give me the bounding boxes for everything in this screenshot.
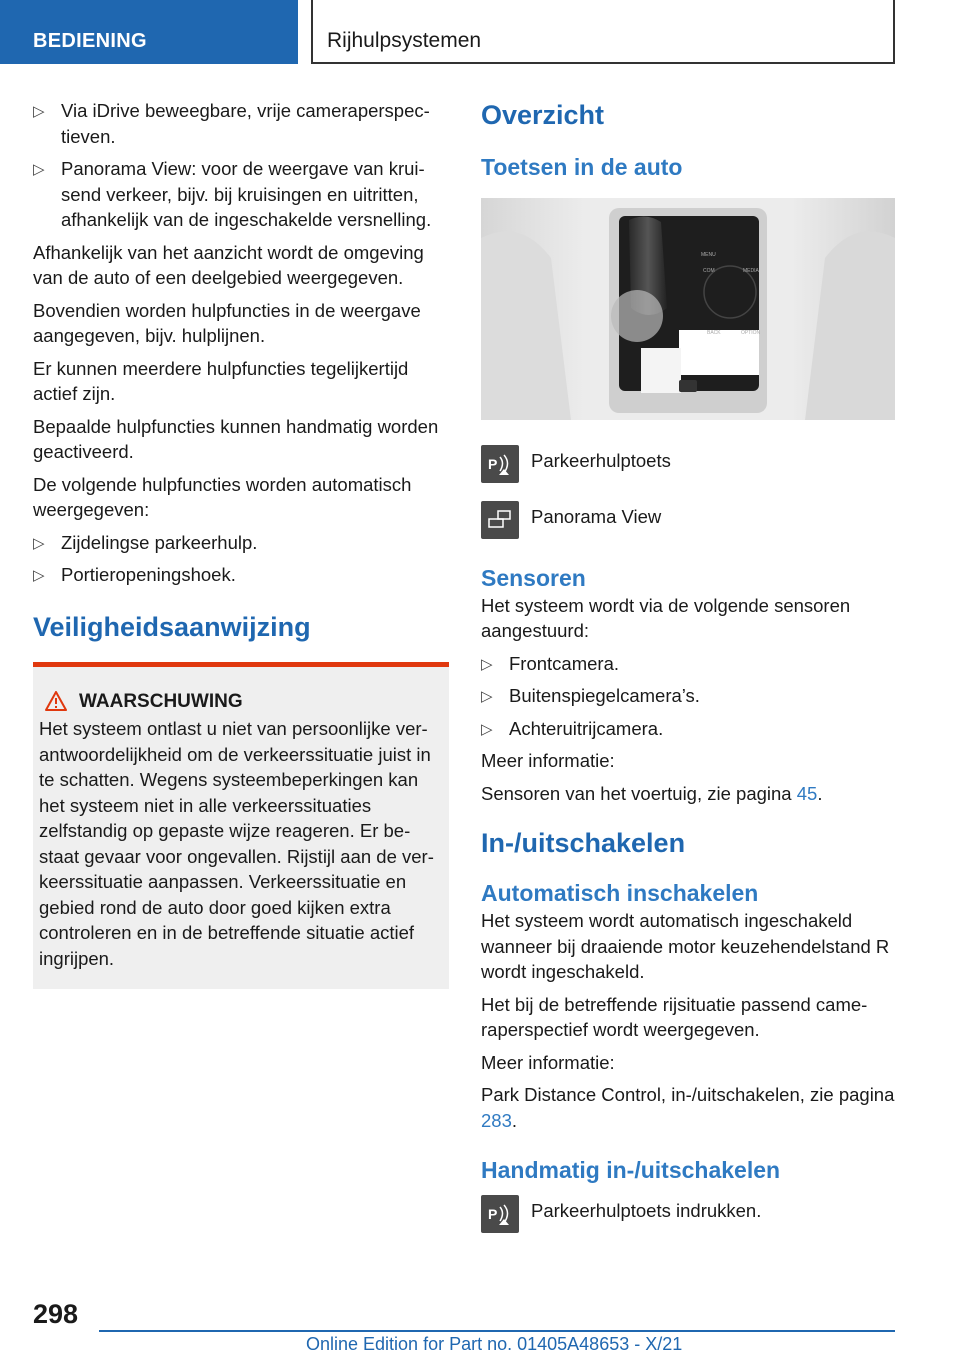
page-link[interactable]: 283	[481, 1109, 512, 1131]
paragraph: Het bij de betreffende rijsituatie passend cameraperspectief wordt weergegeven.	[481, 993, 868, 1040]
button-row-park-assist-manual	[481, 1195, 895, 1233]
park-assist-icon	[481, 445, 519, 483]
list-item: ▷ Buitenspiegelcamera’s.	[481, 683, 895, 709]
list-item: ▷ Panorama View: voor de weergave van kruisend verkeer, bijv. bij kruisingen en uitritten, afhankelijk van de ingeschakelde versnelling.	[33, 158, 432, 230]
right-column	[481, 98, 895, 1251]
safety-heading: Veiligheidsaanwijzing	[33, 611, 311, 642]
button-label: Parkeerhulptoets	[531, 449, 671, 471]
paragraph: Meer informatie:	[481, 750, 615, 771]
paragraph: Meer informatie:	[481, 1051, 615, 1073]
button-row-panorama-view	[481, 501, 895, 539]
paragraph: De volgende hulpfuncties worden automatisch weergegeven:	[33, 473, 412, 520]
warning-triangle-icon	[45, 691, 67, 711]
list-item: ▷ Portieropeningshoek.	[33, 562, 449, 588]
header-section-tab	[0, 0, 298, 64]
triangle-bullet-icon: ▷	[33, 567, 45, 584]
page-number: 298	[33, 1299, 79, 1329]
warning-title: WAARSCHUWING	[79, 690, 243, 712]
overview-heading: Overzicht	[481, 100, 605, 130]
button-row-park-assist	[481, 445, 895, 483]
paragraph: Er kunnen meerdere hulpfuncties tegelijkertijd actief zijn.	[33, 357, 409, 404]
footer-divider	[99, 1330, 895, 1332]
triangle-bullet-icon: ▷	[481, 720, 493, 738]
auto-heading: Automatisch inschakelen	[481, 880, 759, 906]
cross-reference: Sensoren van het voertuig, zie pagina 45.	[481, 782, 823, 804]
warning-text: Het systeem ontlast u niet van persoonlijke verantwoordelijkheid om de verkeerssituatie juist in te schatten. Wegens systeembeperkingen kan het systeem niet in alle verkeerssituaties zelfstandig op gepaste wijze reageren. Er bestaat gevaar voor ongevallen. Rijstijl aan de verkeerssituatie aanpassen. Verkeerssituatie en gebied rond de auto door goed kijken extra controleren en in de betreffende situatie actief ingrijpen.	[39, 718, 434, 969]
instruction-text: Parkeerhulptoets indrukken.	[531, 1200, 762, 1221]
warning-title-row	[39, 689, 443, 715]
paragraph: Afhankelijk van het aanzicht wordt de omgeving van de auto of een deelgebied weergegeven.	[33, 241, 424, 288]
header-section-label: BEDIENING	[33, 30, 147, 52]
cross-reference: Park Distance Control, in-/uitschakelen, zie pagina 283.	[481, 1084, 895, 1131]
list-item: ▷ Achteruitrijcamera.	[481, 716, 895, 742]
onoff-heading: In-/uitschakelen	[481, 828, 686, 858]
warning-box	[33, 662, 449, 990]
triangle-bullet-icon: ▷	[481, 655, 493, 673]
paragraph: Bovendien worden hulpfuncties in de weergave aangegeven, bijv. hulplijnen.	[33, 299, 421, 346]
photo-label-option: OPTION	[741, 330, 761, 336]
console-photo	[481, 198, 895, 420]
list-item: ▷ Via iDrive beweegbare, vrije cameraperspectieven.	[33, 100, 430, 147]
svg-text:P: P	[488, 455, 498, 472]
photo-label-com: COM	[703, 268, 715, 274]
left-column	[33, 98, 449, 989]
park-assist-icon	[481, 1195, 519, 1233]
header-chapter-box	[311, 0, 895, 64]
photo-label-menu: MENU	[701, 252, 716, 258]
manual-heading: Handmatig in-/uitschakelen	[481, 1157, 781, 1183]
buttons-heading: Toetsen in de auto	[481, 154, 683, 180]
paragraph: Bepaalde hulpfuncties kunnen handmatig worden geactiveerd.	[33, 415, 439, 462]
panorama-view-icon	[481, 501, 519, 539]
footer-edition: Online Edition for Part no. 01405A48653 - X/21	[306, 1334, 683, 1354]
photo-label-media: MEDIA	[743, 268, 759, 274]
triangle-bullet-icon: ▷	[33, 103, 45, 120]
list-item: ▷ Frontcamera.	[481, 651, 895, 677]
paragraph: Het systeem wordt automatisch ingeschakeld wanneer bij draaiende motor keuzehendelstand R wordt ingeschakeld.	[481, 910, 890, 982]
photo-label-back: BACK	[707, 330, 721, 336]
triangle-bullet-icon: ▷	[481, 688, 493, 705]
triangle-bullet-icon: ▷	[33, 161, 45, 178]
list-item: ▷ Zijdelingse parkeerhulp.	[33, 530, 449, 556]
sensors-heading: Sensoren	[481, 564, 586, 591]
header-chapter-label: Rijhulpsystemen	[327, 29, 482, 52]
paragraph: Het systeem wordt via de volgende sensoren aangestuurd:	[481, 594, 851, 641]
triangle-bullet-icon: ▷	[33, 534, 45, 552]
svg-text:P: P	[488, 1206, 498, 1222]
button-label: Panorama View	[531, 505, 662, 527]
page-link[interactable]: 45	[796, 782, 818, 804]
